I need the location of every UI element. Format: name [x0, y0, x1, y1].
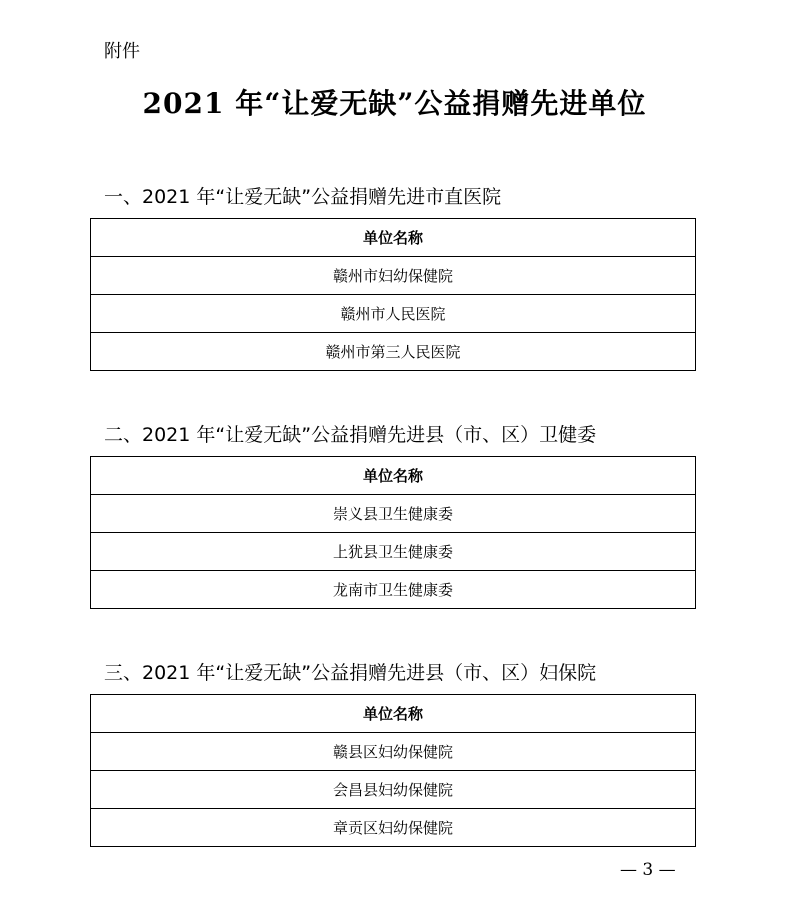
table-row — [91, 495, 696, 533]
table-row — [91, 295, 696, 333]
units-table — [90, 456, 696, 609]
table-row — [91, 733, 696, 771]
table-row — [91, 533, 696, 571]
table-header-row — [91, 219, 696, 257]
unit-name-cell: 章贡区妇幼保健院 — [91, 809, 696, 847]
units-table — [90, 218, 696, 371]
table-row — [91, 771, 696, 809]
table-row — [91, 333, 696, 371]
column-header: 单位名称 — [91, 695, 696, 733]
unit-name-cell: 赣州市第三人民医院 — [91, 333, 696, 371]
table-header-row — [91, 695, 696, 733]
attachment-label: 附件 — [104, 41, 140, 62]
section-heading: 三、2021 年“让爱无缺”公益捐赠先进县（市、区）妇保院 — [104, 662, 597, 684]
unit-name-cell: 赣州市妇幼保健院 — [91, 257, 696, 295]
table-header-row — [91, 457, 696, 495]
page-title: 2021 年“让爱无缺”公益捐赠先进单位 — [142, 87, 647, 120]
unit-name-cell: 上犹县卫生健康委 — [91, 533, 696, 571]
unit-name-cell: 赣州市人民医院 — [91, 295, 696, 333]
section-heading: 一、2021 年“让爱无缺”公益捐赠先进市直医院 — [104, 186, 502, 208]
table-row — [91, 571, 696, 609]
column-header: 单位名称 — [91, 219, 696, 257]
unit-name-cell: 龙南市卫生健康委 — [91, 571, 696, 609]
units-table — [90, 694, 696, 847]
section-heading: 二、2021 年“让爱无缺”公益捐赠先进县（市、区）卫健委 — [104, 424, 597, 446]
table-row — [91, 257, 696, 295]
table-row — [91, 809, 696, 847]
unit-name-cell: 会昌县妇幼保健院 — [91, 771, 696, 809]
page-number: — 3 — — [620, 860, 676, 880]
unit-name-cell: 赣县区妇幼保健院 — [91, 733, 696, 771]
unit-name-cell: 崇义县卫生健康委 — [91, 495, 696, 533]
column-header: 单位名称 — [91, 457, 696, 495]
